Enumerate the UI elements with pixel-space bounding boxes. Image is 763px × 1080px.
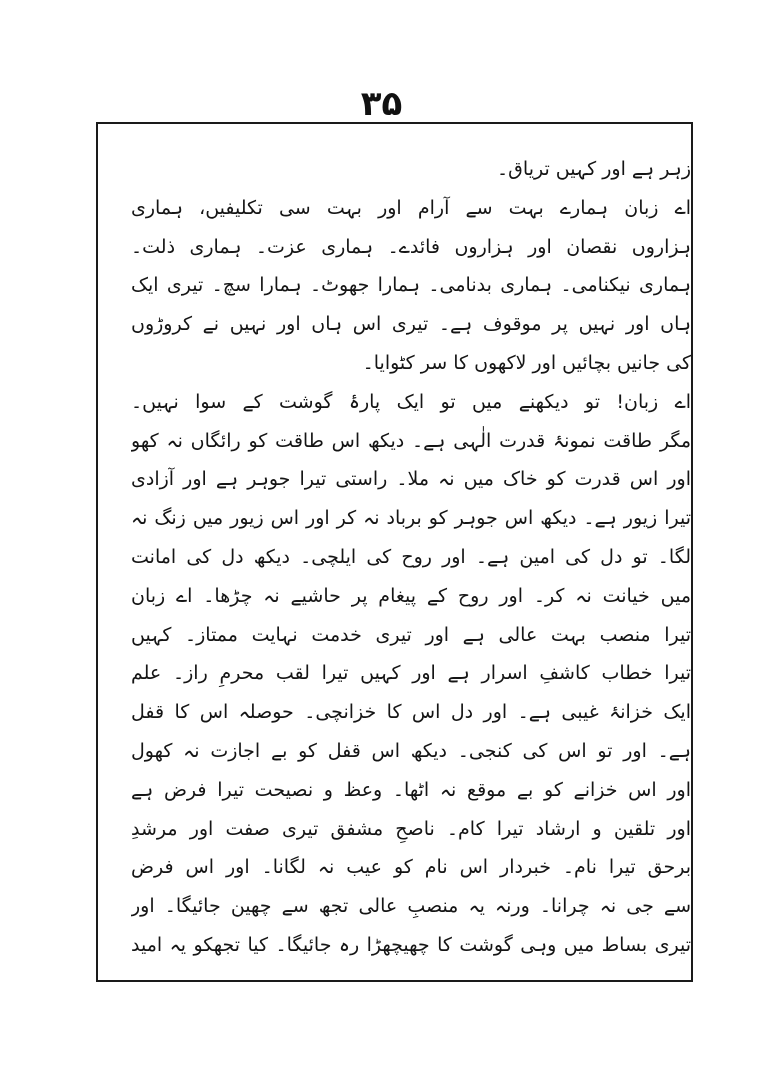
text-line: اور اس قدرت کو خاک میں نہ ملا۔ راستی تیرا جوہر ہے اور آزادی: [131, 468, 691, 491]
body-text: [131, 150, 691, 965]
text-line: تیری بساط میں وہی گوشت کا چھیچھڑا رہ جائیگا۔ کیا تجھکو یہ امید: [131, 933, 691, 956]
text-line: کی جانیں بچائیں اور لاکھوں کا سر کٹوایا۔: [362, 351, 691, 374]
text-line: تیرا زیور ہے۔ دیکھ اس جوہر کو برباد نہ کر اور اس زیور میں زنگ نہ: [131, 507, 691, 530]
text-line: ہزاروں نقصان اور ہزاروں فائدے۔ ہماری عزت۔ ہماری ذلت۔: [131, 235, 691, 258]
text-line: سے جی نہ چرانا۔ ورنہ یہ منصبِ عالی تجھ سے چھین جائیگا۔ اور: [131, 895, 691, 918]
text-line: ہماری نیکنامی۔ ہماری بدنامی۔ ہمارا جھوٹ۔ ہمارا سچ۔ تیری ایک: [131, 274, 691, 297]
page-number: ۳۵: [360, 84, 403, 124]
text-line: میں خیانت نہ کر۔ اور روح کے پیغام پر حاشیے نہ چڑھا۔ اے زبان: [131, 584, 691, 607]
text-line: برحق تیرا نام۔ خبردار اس نام کو عیب نہ لگانا۔ اور اس فرض: [131, 856, 691, 879]
text-line: زہر ہے اور کہیں تریاق۔: [497, 158, 691, 180]
text-line: ہے۔ اور تو اس کی کنجی۔ دیکھ اس قفل کو بے اجازت نہ کھول: [131, 739, 691, 762]
text-line: اور تلقین و ارشاد تیرا کام۔ ناصحِ مشفق تیری صفت اور مرشدِ: [131, 817, 691, 840]
text-line: مگر طاقت نمونۂ قدرت الٰہی ہے۔ دیکھ اس طاقت کو رائگاں نہ کھو: [131, 429, 691, 452]
text-line: اور اس خزانے کو بے موقع نہ اٹھا۔ وعظ و نصیحت تیرا فرض ہے: [131, 778, 691, 801]
text-line: اے زبان! تو دیکھنے میں تو ایک پارۂ گوشت کے سوا نہیں۔: [131, 390, 691, 413]
text-line: ہاں اور نہیں پر موقوف ہے۔ تیری اس ہاں اور نہیں نے کروڑوں: [131, 313, 691, 336]
text-line: تیرا خطاب کاشفِ اسرار ہے اور کہیں تیرا لقب محرمِ راز۔ علم: [131, 662, 691, 685]
text-line: تیرا منصب بہت عالی ہے اور تیری خدمت نہایت ممتاز۔ کہیں: [131, 623, 691, 646]
text-line: اے زبان ہمارے بہت سے آرام اور بہت سی تکلیفیں، ہماری: [131, 196, 691, 219]
text-line: لگا۔ تو دل کی امین ہے۔ اور روح کی ایلچی۔ دیکھ دل کی امانت: [131, 545, 691, 568]
text-line: ایک خزانۂ غیبی ہے۔ اور دل اس کا خزانچی۔ حوصلہ اس کا قفل: [131, 701, 691, 724]
